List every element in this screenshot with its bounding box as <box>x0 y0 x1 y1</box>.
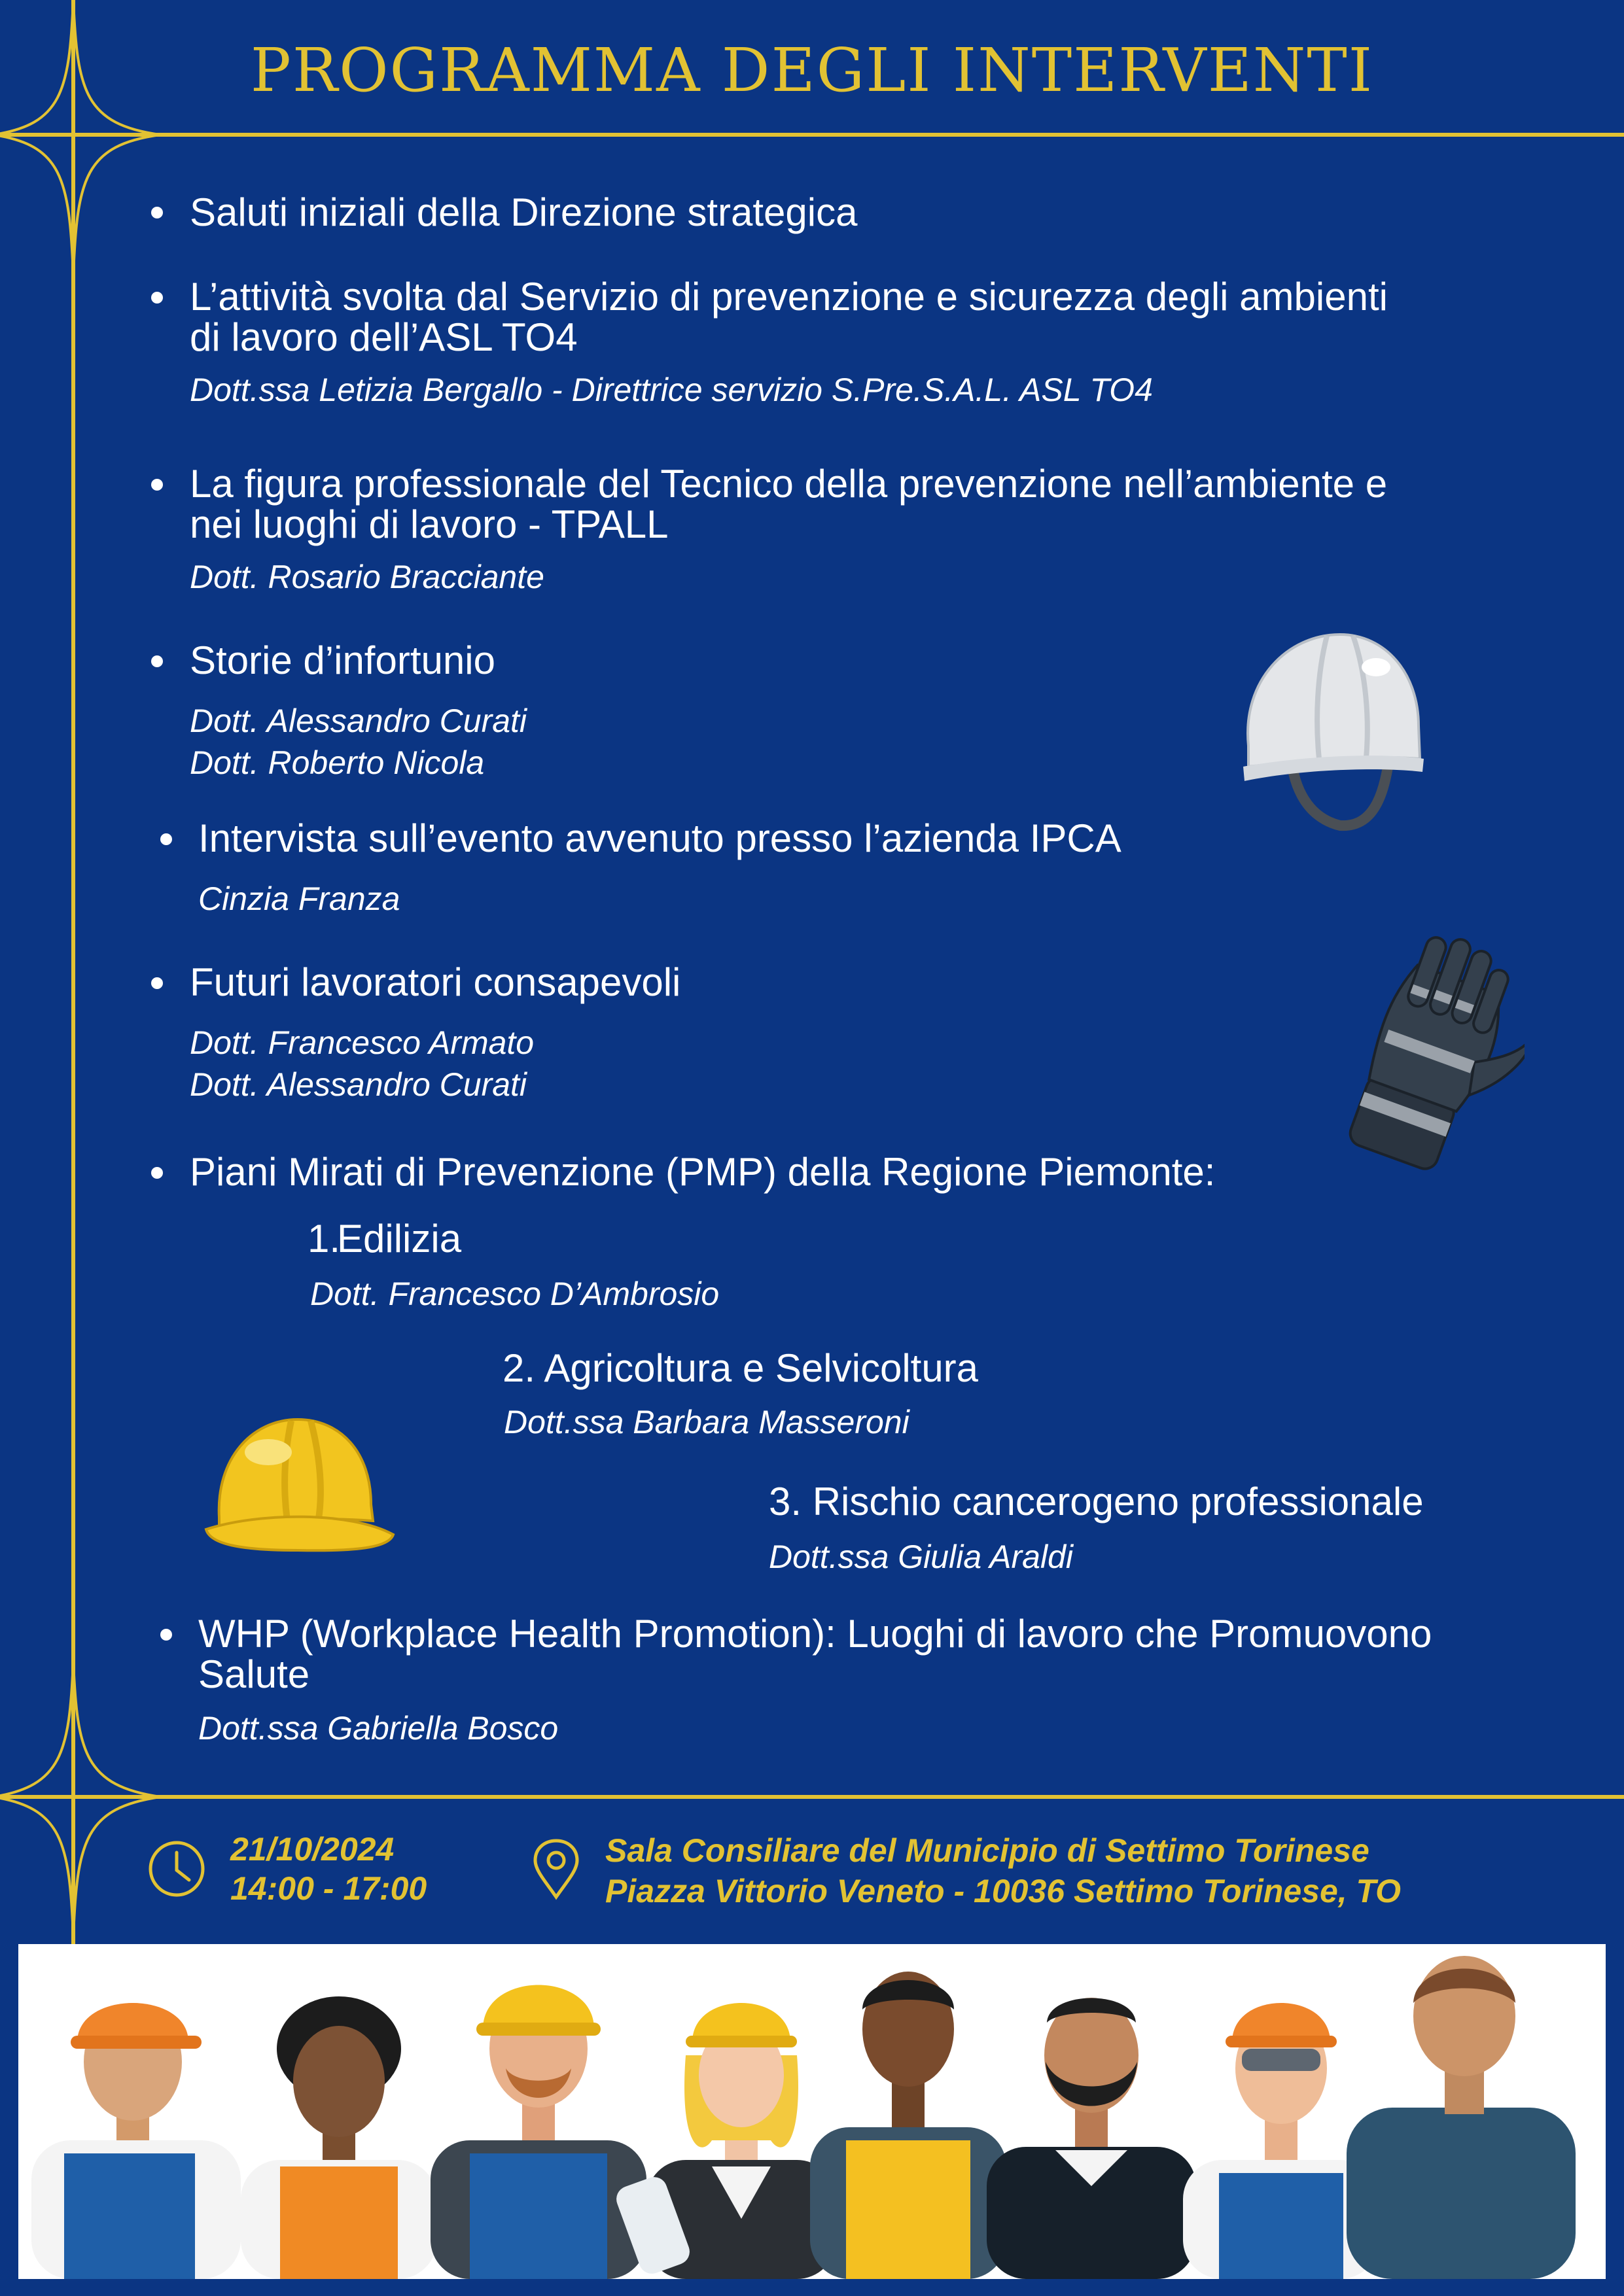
work-glove-icon <box>1335 935 1525 1177</box>
subitem-number: 1. <box>308 1217 341 1261</box>
agenda-item-title-line2: nei luoghi di lavoro - TPALL <box>190 502 669 546</box>
subitem-label: Edilizia <box>337 1217 462 1261</box>
agenda-item-title: WHP (Workplace Health Promotion): Luoghi di lavoro che Promuovono <box>198 1612 1432 1656</box>
speaker-name: Dott. Francesco Armato <box>190 1024 535 1061</box>
subitem-label: 3. Rischio cancerogeno professionale <box>769 1480 1424 1523</box>
speaker-name: Dott.ssa Letizia Bergallo - Direttrice servizio S.Pre.S.A.L. ASL TO4 <box>190 372 1153 408</box>
speaker-name: Dott.ssa Barbara Masseroni <box>504 1404 909 1440</box>
frame-line-left <box>71 0 75 1944</box>
bullet <box>151 292 163 304</box>
speaker-name: Dott. Alessandro Curati <box>190 1066 527 1103</box>
frame-line-bottom <box>0 1795 1624 1799</box>
event-time: 14:00 - 17:00 <box>230 1870 427 1907</box>
agenda-item-title: Piani Mirati di Prevenzione (PMP) della Regione Piemonte: <box>190 1150 1216 1194</box>
event-venue: Sala Consiliare del Municipio di Settimo Torinese <box>605 1832 1369 1869</box>
speaker-name: Dott. Francesco D’Ambrosio <box>310 1276 720 1312</box>
page-title: PROGRAMMA DEGLI INTERVENTI <box>250 35 1374 105</box>
event-date: 21/10/2024 <box>230 1831 395 1868</box>
workers-illustration <box>18 1944 1606 2279</box>
agenda-item-title: Saluti iniziali della Direzione strategica <box>190 190 858 234</box>
worker-figure <box>241 1996 437 2279</box>
speaker-name: Dott. Roberto Nicola <box>190 744 485 781</box>
worker-figure <box>612 2003 836 2279</box>
speaker-name: Dott.ssa Giulia Araldi <box>769 1539 1073 1575</box>
speaker-name: Cinzia Franza <box>198 880 400 917</box>
agenda-item-title-line2: di lavoro dell’ASL TO4 <box>190 315 578 359</box>
frame-line-top <box>0 133 1624 137</box>
bullet <box>160 833 172 845</box>
worker-figure <box>987 1998 1196 2279</box>
worker-figure <box>431 1985 646 2280</box>
bullet <box>151 1167 163 1179</box>
clock-icon <box>146 1838 207 1900</box>
speaker-name: Dott. Alessandro Curati <box>190 703 527 739</box>
worker-figure <box>1347 1956 1576 2279</box>
speaker-name: Dott. Rosario Bracciante <box>190 559 544 595</box>
agenda-item-title: La figura professionale del Tecnico della prevenzione nell’ambiente e <box>190 462 1388 506</box>
yellow-helmet-icon <box>200 1406 396 1563</box>
worker-figure <box>810 1972 1006 2279</box>
bullet <box>151 977 163 989</box>
agenda-item-title: L’attività svolta dal Servizio di prevenzione e sicurezza degli ambienti <box>190 275 1388 319</box>
agenda-item-title-line2: Salute <box>198 1652 310 1696</box>
subitem-label: 2. Agricoltura e Selvicoltura <box>503 1346 979 1390</box>
star-sparkle-icon <box>0 1655 164 1943</box>
white-helmet-icon <box>1235 621 1432 837</box>
worker-figure <box>31 2003 241 2279</box>
bullet <box>160 1629 172 1641</box>
event-address: Piazza Vittorio Veneto - 10036 Settimo Torinese, TO <box>605 1873 1402 1909</box>
location-pin-icon <box>530 1837 582 1902</box>
agenda-item-title: Storie d’infortunio <box>190 638 495 682</box>
agenda-item-title: Intervista sull’evento avvenuto presso l’azienda IPCA <box>198 816 1121 860</box>
bullet <box>151 479 163 491</box>
bullet <box>151 207 163 218</box>
speaker-name: Dott.ssa Gabriella Bosco <box>198 1710 559 1747</box>
bullet <box>151 655 163 667</box>
agenda-item-title: Futuri lavoratori consapevoli <box>190 960 681 1004</box>
